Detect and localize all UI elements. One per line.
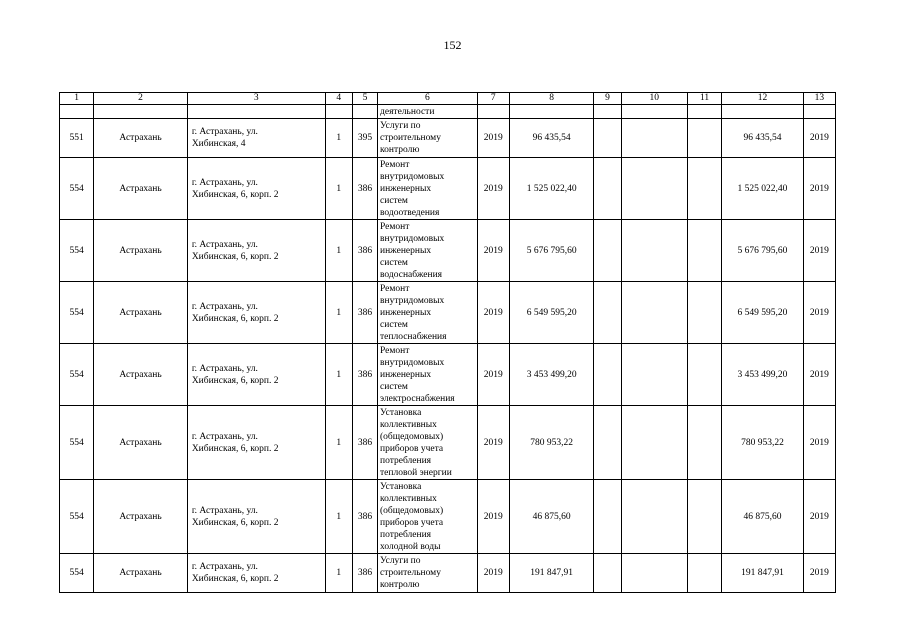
work-type-line: приборов учета [380,517,444,528]
city-cell: Астрахань [94,344,188,406]
column-number: 2 [94,93,188,105]
work-type-line: внутридомовых [380,233,445,244]
address-line: г. Астрахань, ул. [191,562,258,572]
address-line: Хибинская, 6, корп. 2 [191,375,279,386]
completion-year-cell: 2019 [803,158,835,220]
cost-cell: 5 676 795,60 [509,220,594,282]
work-type-line: инженерных [380,307,432,318]
year-cell: 2019 [477,344,509,406]
year-cell: 2019 [477,406,509,480]
address-line: г. Астрахань, ул. [191,239,258,250]
work-type-line: Услуги по [380,121,421,131]
work-type-cell [378,480,478,554]
total-cell: 96 435,54 [722,119,804,158]
row-number-cell: 554 [60,554,94,593]
column-9-cell [594,344,621,406]
work-type-line: Ремонт [380,345,410,356]
quantity-cell: 1 [325,119,352,158]
city-cell: Астрахань [94,406,188,480]
completion-year-cell: 2019 [803,406,835,480]
table-row [60,344,836,406]
work-type-line: тепловой энергии [380,467,452,478]
total-cell: 191 847,91 [722,554,804,593]
code-cell: 386 [352,554,377,593]
column-9-cell [594,406,621,480]
column-number: 7 [477,93,509,105]
column-number: 1 [60,93,94,105]
city-cell: Астрахань [94,220,188,282]
work-type-line: (общедомовых) [380,431,444,442]
work-type-line: инженерных [380,183,432,194]
work-type-line: контролю [380,145,420,155]
cost-cell: 96 435,54 [509,119,594,158]
table-row [60,406,836,480]
row-number-cell: 554 [60,480,94,554]
work-type-line: строительному [380,133,441,143]
column-9-cell [594,158,621,220]
column-10-cell [621,480,687,554]
address-cell [187,480,325,554]
work-type-line: коллективных [380,419,437,430]
city-cell: Астрахань [94,554,188,593]
quantity-cell: 1 [325,554,352,593]
quantity-cell: 1 [325,406,352,480]
column-number: 3 [187,93,325,105]
work-type-line: Установка [380,407,422,418]
completion-year-cell: 2019 [803,344,835,406]
address-line: г. Астрахань, ул. [191,431,258,442]
work-type-line: инженерных [380,369,432,380]
column-number: 10 [621,93,687,105]
column-number: 11 [687,93,721,105]
column-10-cell [621,158,687,220]
year-cell: 2019 [477,119,509,158]
table-row [60,282,836,344]
work-type-line: Ремонт [380,159,410,170]
quantity-cell: 1 [325,344,352,406]
row-number-cell: 554 [60,220,94,282]
work-type-line: внутридомовых [380,295,445,306]
work-type-line: внутридомовых [380,171,445,182]
address-cell [187,282,325,344]
work-type-line: Услуги по [380,556,421,566]
completion-year-cell: 2019 [803,480,835,554]
work-type-line: электроснабжения [380,393,455,404]
work-type-line: строительному [380,568,441,578]
work-type-line: холодной воды [380,541,441,552]
cost-cell: 6 549 595,20 [509,282,594,344]
total-cell: 46 875,60 [722,480,804,554]
work-type-line: внутридомовых [380,357,445,368]
column-9-cell [594,220,621,282]
column-11-cell [687,554,721,593]
code-cell: 395 [352,119,377,158]
column-10-cell [621,344,687,406]
register-table [59,92,836,593]
work-type-line: потребления [380,529,432,540]
cost-cell: 780 953,22 [509,406,594,480]
column-number: 5 [352,93,377,105]
address-cell [187,344,325,406]
row-number-cell: 551 [60,119,94,158]
work-type-line: водоснабжения [380,269,443,280]
address-line: Хибинская, 6, корп. 2 [191,517,279,528]
work-type-line: Ремонт [380,283,410,294]
work-type-cell [378,220,478,282]
year-cell: 2019 [477,282,509,344]
work-type-line: систем [380,381,408,392]
work-type-line: приборов учета [380,443,444,454]
column-10-cell [621,119,687,158]
table-row [60,158,836,220]
total-cell: 3 453 499,20 [722,344,804,406]
address-cell [187,220,325,282]
address-line: Хибинская, 6, корп. 2 [191,443,279,454]
work-type-line: контролю [380,580,420,590]
column-number: 12 [722,93,804,105]
address-line: г. Астрахань, ул. [191,127,258,137]
cost-cell: 1 525 022,40 [509,158,594,220]
cost-cell: 3 453 499,20 [509,344,594,406]
code-cell: 386 [352,406,377,480]
page-number: 152 [443,38,462,52]
column-number: 13 [803,93,835,105]
quantity-cell: 1 [325,480,352,554]
work-type-cell [378,554,478,593]
completion-year-cell: 2019 [803,220,835,282]
column-number: 6 [378,93,478,105]
work-type-line: (общедомовых) [380,505,444,516]
row-number-cell: 554 [60,158,94,220]
address-line: г. Астрахань, ул. [191,505,258,516]
address-cell [187,119,325,158]
work-type-cell [378,158,478,220]
address-line: Хибинская, 6, корп. 2 [191,189,279,200]
code-cell: 386 [352,344,377,406]
column-11-cell [687,220,721,282]
cost-cell: 191 847,91 [509,554,594,593]
work-type-line: систем [380,319,408,330]
work-type-line: систем [380,195,408,206]
address-line: г. Астрахань, ул. [191,363,258,374]
total-cell: 5 676 795,60 [722,220,804,282]
work-type-line: Установка [380,481,422,492]
table-row [60,220,836,282]
code-cell: 386 [352,480,377,554]
address-line: Хибинская, 6, корп. 2 [191,251,279,262]
work-type-line: систем [380,257,408,268]
code-cell: 386 [352,282,377,344]
address-line: г. Астрахань, ул. [191,177,258,188]
work-type-line: инженерных [380,245,432,256]
address-cell [187,554,325,593]
column-11-cell [687,282,721,344]
address-cell [187,406,325,480]
city-cell: Астрахань [94,119,188,158]
column-11-cell [687,344,721,406]
column-9-cell [594,480,621,554]
work-type-line: водоотведения [380,207,440,218]
column-11-cell [687,119,721,158]
column-9-cell [594,554,621,593]
work-type-cell [378,119,478,158]
column-10-cell [621,554,687,593]
year-cell: 2019 [477,220,509,282]
column-11-cell [687,406,721,480]
work-type-cell [378,282,478,344]
code-cell: 386 [352,220,377,282]
total-cell: 6 549 595,20 [722,282,804,344]
completion-year-cell: 2019 [803,554,835,593]
city-cell: Астрахань [94,158,188,220]
address-cell [187,158,325,220]
column-number: 4 [325,93,352,105]
address-line: Хибинская, 6, корп. 2 [191,313,279,324]
column-number-row [60,93,836,105]
city-cell: Астрахань [94,282,188,344]
continuation-row [60,105,836,119]
table-row [60,480,836,554]
work-type-cell [378,406,478,480]
total-cell: 1 525 022,40 [722,158,804,220]
column-9-cell [594,119,621,158]
completion-year-cell: 2019 [803,119,835,158]
address-line: г. Астрахань, ул. [191,301,258,312]
column-number: 9 [594,93,621,105]
column-number: 8 [509,93,594,105]
total-cell: 780 953,22 [722,406,804,480]
column-11-cell [687,158,721,220]
column-10-cell [621,282,687,344]
city-cell: Астрахань [94,480,188,554]
column-9-cell [594,282,621,344]
year-cell: 2019 [477,158,509,220]
row-number-cell: 554 [60,406,94,480]
address-line: Хибинская, 4 [191,139,246,149]
continuation-text: деятельности [378,105,478,119]
cost-cell: 46 875,60 [509,480,594,554]
table-row [60,554,836,593]
code-cell: 386 [352,158,377,220]
address-line: Хибинская, 6, корп. 2 [191,574,279,584]
quantity-cell: 1 [325,282,352,344]
work-type-line: коллективных [380,493,437,504]
work-type-line: теплоснабжения [380,331,447,342]
year-cell: 2019 [477,480,509,554]
work-type-line: потребления [380,455,432,466]
year-cell: 2019 [477,554,509,593]
table-row [60,119,836,158]
quantity-cell: 1 [325,158,352,220]
quantity-cell: 1 [325,220,352,282]
column-10-cell [621,220,687,282]
row-number-cell: 554 [60,282,94,344]
completion-year-cell: 2019 [803,282,835,344]
column-10-cell [621,406,687,480]
row-number-cell: 554 [60,344,94,406]
column-11-cell [687,480,721,554]
work-type-cell [378,344,478,406]
work-type-line: Ремонт [380,221,410,232]
